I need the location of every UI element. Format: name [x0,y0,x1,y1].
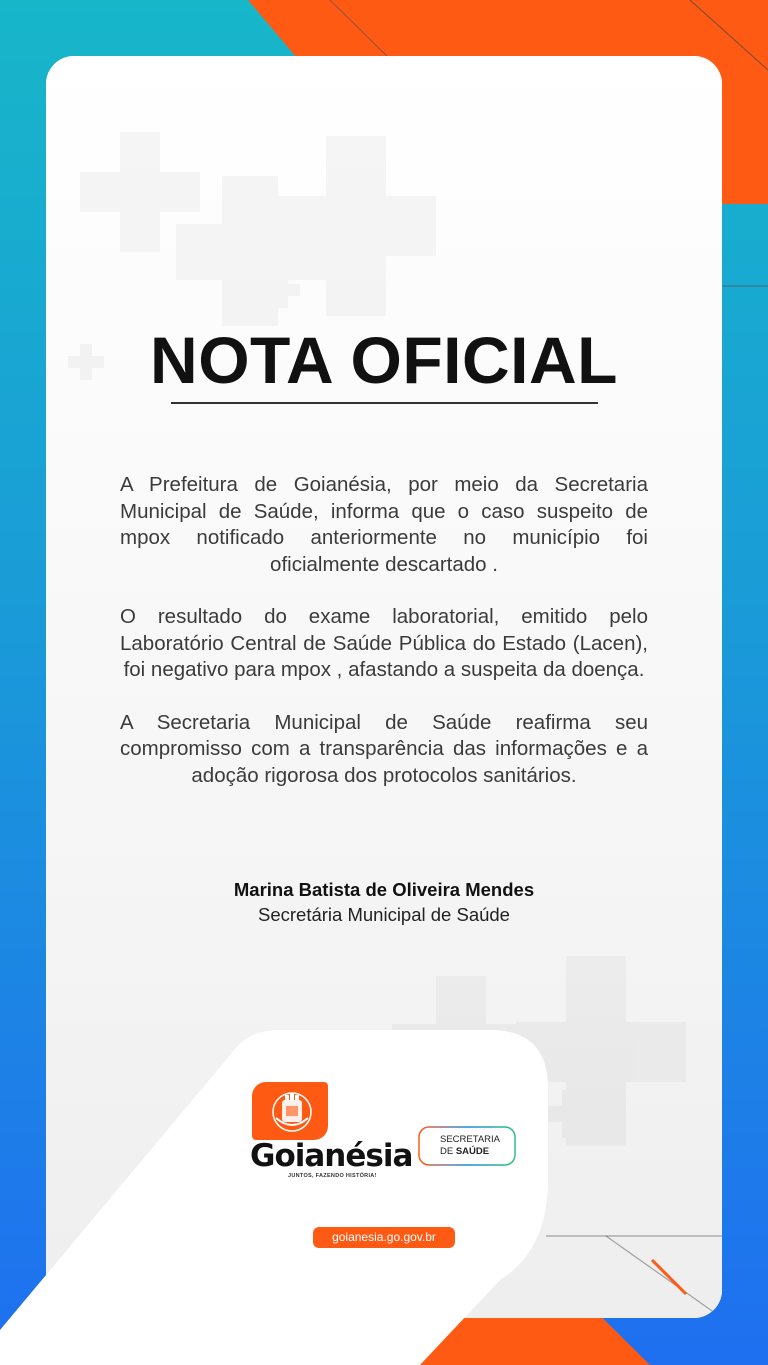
signatory-role: Secretária Municipal de Saúde [258,904,510,925]
logo-badge [252,1082,328,1140]
notice-body [120,472,648,815]
badge-line-2-bold: SAÚDE [455,1146,490,1157]
badge-line-1: SECRETARIA [440,1134,501,1145]
city-crest-icon [252,1082,328,1140]
brand-name: Goianésia [250,1138,413,1174]
logo-panel-background [0,1030,548,1365]
badge-line-2-prefix: DE [440,1146,454,1157]
brand-slogan: JUNTOS, FAZENDO HISTÓRIA! [288,1173,377,1179]
goianesia-logo [250,1082,413,1182]
website-link[interactable]: goianesia.go.gov.br [313,1227,455,1248]
paragraph-1: A Prefeitura de Goianésia, por meio da Secretaria Municipal de Saúde, informa que o caso suspeito de mpox notificado anteriormente no município foi oficialmente descartado . [120,473,648,576]
secretaria-saude-badge [418,1126,516,1166]
badge-line-2 [440,1146,489,1157]
signatory-name: Marina Batista de Oliveira Mendes [233,879,535,900]
paragraph-2: O resultado do exame laboratorial, emitido pelo Laboratório Central de Saúde Pública do Estado (Lacen), foi negativo para mpox , afastando a suspeita da doença. [120,605,648,681]
paragraph-3: A Secretaria Municipal de Saúde reafirma seu compromisso com a transparência das informações e a adoção rigorosa dos protocolos sanitários. [120,710,648,787]
page-title: NOTA OFICIAL [150,323,618,397]
signature-block [46,877,722,927]
title-underline [171,402,598,404]
